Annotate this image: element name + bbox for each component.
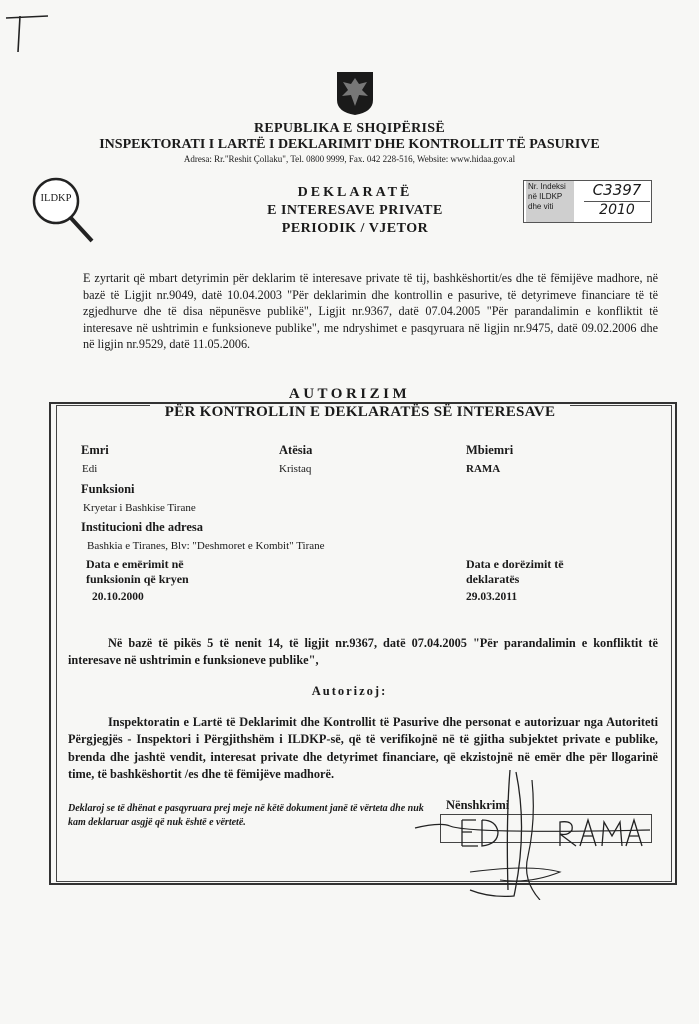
legal-basis-paragraph: Në bazë të pikës 5 të nenit 14, të ligjit nr.9367, datë 07.04.2005 "Për parandalimin e konfliktit të interesave në ushtrimin e funksioneve publike",	[68, 636, 658, 667]
name-value: Edi	[82, 463, 98, 475]
title-line-3: PERIODIK / VJETOR	[281, 221, 429, 236]
index-box	[523, 180, 652, 223]
index-number: C3397	[584, 181, 650, 202]
authorize-heading: Autorizoj:	[311, 684, 388, 698]
title-line-2: E INTERESAVE PRIVATE	[267, 203, 443, 218]
submission-label-line-2: deklaratës	[466, 572, 520, 586]
signature-icon	[410, 760, 650, 900]
republic-title: REPUBLIKA E SHQIPËRISË	[254, 121, 445, 136]
header-address: Adresa: Rr."Reshit Çollaku", Tel. 0800 9999, Fax. 042 228-516, Website: www.hidaa.gov.al	[183, 154, 516, 164]
document-title	[240, 184, 470, 238]
index-label: Nr. Indeksi në ILDKP dhe viti	[526, 181, 574, 222]
title-line-1: DEKLARATË	[297, 185, 413, 200]
inspectorate-title: INSPEKTORATI I LARTË I DEKLARIMIT DHE KONTROLLIT TË PASURIVE	[99, 137, 600, 152]
authorization-subtitle: PËR KONTROLLIN E DEKLARATËS SË INTERESAVE	[150, 404, 570, 421]
appointment-value: 20.10.2000	[92, 591, 144, 603]
ildkp-logo	[30, 177, 98, 243]
index-year: 2010	[599, 202, 635, 218]
father-value: Kristaq	[279, 463, 312, 475]
intro-paragraph: E zyrtarit që mbart detyrimin për deklarim të interesave private të tij, bashkëshortit/es dhe të fëmijëve madhore, në bazë të Ligjit nr.9049, datë 10.04.2003 "Për deklarimin dhe kontrollin e pasurive, të detyrimeve financiare të të zgjedhurve dhe të disa nëpunësve publikë", Ligjit nr.9367, datë 07.04.2005 "Për parandalimin e konfliktit të interesave në ushtrimin e funksioneve publike", me ndryshimet e pasqyruara në ligjin nr.9475, datë 09.02.2006 dhe në ligjin nr.9529, datë 11.05.2006.	[83, 271, 658, 352]
appointment-label-line-2: funksionin që kryen	[86, 572, 189, 586]
submission-label-line-1: Data e dorëzimit të	[466, 557, 564, 571]
emblem-icon	[335, 70, 375, 116]
appointment-label-line-1: Data e emërimit në	[86, 557, 184, 571]
submission-value: 29.03.2011	[466, 591, 518, 603]
declaration-text: Deklaroj se të dhënat e pasqyruara prej meje në këtë dokument janë të vërteta dhe nuk kam deklaruar asgjë që nuk është e vërtetë.	[68, 803, 424, 828]
father-label: Atësia	[279, 443, 313, 457]
corner-mark-icon	[4, 8, 48, 52]
authorize-paragraph: Inspektoratin e Lartë të Deklarimit dhe Kontrollit të Pasurive dhe personat e autorizuar nga Autoriteti Përgjegjës - Inspektori i Përgjithshëm i ILDKP-së, që të verifikojnë në të gjitha subjektet private e publike, brenda dhe jashtë vendit, interesat private dhe detyrimet financiare, që ekzistojnë në emër dhe për llogarinë time, të bashkëshortit /es dhe të fëmijëve madhorë.	[68, 715, 658, 781]
appointment-label	[86, 557, 189, 587]
surname-label: Mbiemri	[466, 443, 514, 457]
signature-label: Nënshkrimi	[446, 798, 510, 812]
surname-value: RAMA	[466, 463, 501, 475]
authorization-title: AUTORIZIM	[288, 386, 411, 402]
logo-text: ILDKP	[40, 193, 72, 204]
function-label: Funksioni	[81, 482, 135, 496]
name-label: Emri	[81, 443, 109, 457]
submission-label	[466, 557, 564, 587]
function-value: Kryetar i Bashkise Tirane	[83, 502, 196, 514]
institution-label: Institucioni dhe adresa	[81, 520, 204, 534]
institution-value: Bashkia e Tiranes, Blv: "Deshmoret e Kombit" Tirane	[87, 540, 325, 552]
magnifier-icon	[30, 177, 98, 243]
